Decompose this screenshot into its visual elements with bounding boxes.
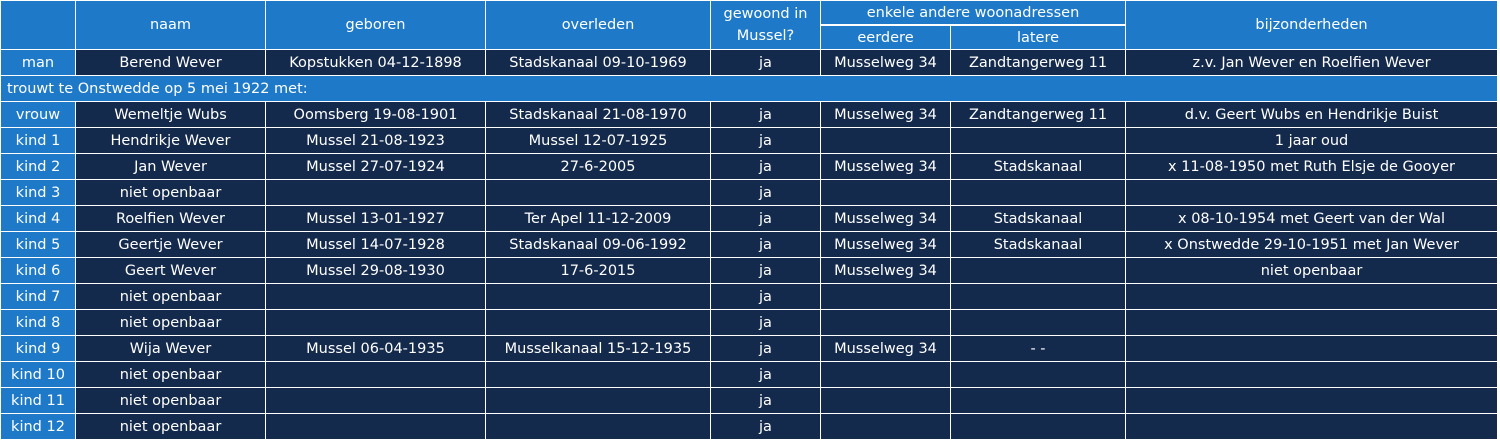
cell-bijzonderheden: d.v. Geert Wubs en Hendrikje Buist (1126, 102, 1498, 128)
cell-eerdere: Musselweg 34 (821, 232, 951, 258)
cell-geboren (266, 310, 486, 336)
cell-naam: niet openbaar (76, 414, 266, 440)
cell-latere (951, 258, 1126, 284)
row-label: man (1, 50, 76, 76)
cell-bijzonderheden (1126, 336, 1498, 362)
table-row (1, 206, 1498, 232)
cell-eerdere (821, 284, 951, 310)
cell-gewoond: ja (711, 206, 821, 232)
header-gewoond-line2: Mussel? (736, 28, 795, 44)
cell-geboren: Mussel 06-04-1935 (266, 336, 486, 362)
header-row (1, 1, 1498, 26)
row-label: kind 1 (1, 128, 76, 154)
cell-overleden (486, 284, 711, 310)
cell-gewoond: ja (711, 362, 821, 388)
cell-gewoond: ja (711, 284, 821, 310)
row-label: kind 9 (1, 336, 76, 362)
cell-gewoond: ja (711, 102, 821, 128)
row-label: kind 7 (1, 284, 76, 310)
cell-naam: Wija Wever (76, 336, 266, 362)
cell-naam: Berend Wever (76, 50, 266, 76)
header-latere: latere (951, 25, 1126, 50)
cell-latere: Zandtangerweg 11 (951, 102, 1126, 128)
cell-eerdere: Musselweg 34 (821, 336, 951, 362)
cell-geboren: Mussel 14-07-1928 (266, 232, 486, 258)
cell-geboren (266, 414, 486, 440)
cell-geboren: Mussel 27-07-1924 (266, 154, 486, 180)
header-gewoond (711, 1, 821, 50)
cell-overleden (486, 310, 711, 336)
cell-gewoond: ja (711, 154, 821, 180)
cell-latere: Stadskanaal (951, 154, 1126, 180)
cell-naam: Roelfien Wever (76, 206, 266, 232)
cell-geboren: Mussel 21-08-1923 (266, 128, 486, 154)
cell-overleden: Musselkanaal 15-12-1935 (486, 336, 711, 362)
cell-bijzonderheden: 1 jaar oud (1126, 128, 1498, 154)
cell-naam: niet openbaar (76, 180, 266, 206)
cell-eerdere (821, 180, 951, 206)
cell-geboren: Mussel 29-08-1930 (266, 258, 486, 284)
table-row (1, 258, 1498, 284)
cell-eerdere: Musselweg 34 (821, 50, 951, 76)
table-row-man (1, 50, 1498, 76)
cell-naam: niet openbaar (76, 388, 266, 414)
cell-eerdere (821, 388, 951, 414)
cell-geboren (266, 362, 486, 388)
cell-naam: Wemeltje Wubs (76, 102, 266, 128)
row-label: kind 10 (1, 362, 76, 388)
cell-bijzonderheden (1126, 414, 1498, 440)
cell-eerdere: Musselweg 34 (821, 206, 951, 232)
cell-overleden (486, 180, 711, 206)
cell-bijzonderheden: x Onstwedde 29-10-1951 met Jan Wever (1126, 232, 1498, 258)
table-row (1, 336, 1498, 362)
row-label: kind 5 (1, 232, 76, 258)
row-label: kind 6 (1, 258, 76, 284)
cell-bijzonderheden (1126, 284, 1498, 310)
row-label: kind 12 (1, 414, 76, 440)
cell-overleden: Ter Apel 11-12-2009 (486, 206, 711, 232)
cell-overleden (486, 362, 711, 388)
header-eerdere: eerdere (821, 25, 951, 50)
table-row (1, 128, 1498, 154)
table-row (1, 154, 1498, 180)
table-row (1, 102, 1498, 128)
cell-geboren (266, 388, 486, 414)
table-row (1, 388, 1498, 414)
corner-cell (1, 1, 76, 50)
cell-bijzonderheden (1126, 362, 1498, 388)
row-label: kind 8 (1, 310, 76, 336)
cell-gewoond: ja (711, 388, 821, 414)
cell-gewoond: ja (711, 232, 821, 258)
header-woonadressen: enkele andere woonadressen (821, 1, 1126, 26)
cell-latere: Stadskanaal (951, 206, 1126, 232)
cell-naam: niet openbaar (76, 362, 266, 388)
cell-bijzonderheden (1126, 180, 1498, 206)
cell-overleden: Stadskanaal 09-10-1969 (486, 50, 711, 76)
cell-latere (951, 310, 1126, 336)
cell-overleden (486, 388, 711, 414)
cell-naam: niet openbaar (76, 284, 266, 310)
table-row (1, 414, 1498, 440)
cell-gewoond: ja (711, 336, 821, 362)
cell-latere (951, 180, 1126, 206)
cell-overleden: Stadskanaal 21-08-1970 (486, 102, 711, 128)
cell-overleden: 27-6-2005 (486, 154, 711, 180)
cell-latere (951, 362, 1126, 388)
header-naam: naam (76, 1, 266, 50)
cell-geboren: Mussel 13-01-1927 (266, 206, 486, 232)
table-row (1, 362, 1498, 388)
row-label: kind 3 (1, 180, 76, 206)
table-row (1, 180, 1498, 206)
cell-geboren: Kopstukken 04-12-1898 (266, 50, 486, 76)
marriage-row (1, 76, 1498, 102)
row-label: vrouw (1, 102, 76, 128)
cell-naam: Hendrikje Wever (76, 128, 266, 154)
cell-bijzonderheden: z.v. Jan Wever en Roelfien Wever (1126, 50, 1498, 76)
cell-eerdere (821, 362, 951, 388)
cell-eerdere (821, 414, 951, 440)
cell-gewoond: ja (711, 50, 821, 76)
cell-eerdere: Musselweg 34 (821, 154, 951, 180)
cell-gewoond: ja (711, 180, 821, 206)
cell-latere (951, 128, 1126, 154)
row-label: kind 11 (1, 388, 76, 414)
cell-gewoond: ja (711, 128, 821, 154)
header-bijzonderheden: bijzonderheden (1126, 1, 1498, 50)
cell-geboren: Oomsberg 19-08-1901 (266, 102, 486, 128)
table-row (1, 310, 1498, 336)
cell-naam: Geert Wever (76, 258, 266, 284)
table-row (1, 232, 1498, 258)
cell-latere: Zandtangerweg 11 (951, 50, 1126, 76)
cell-gewoond: ja (711, 310, 821, 336)
cell-latere (951, 414, 1126, 440)
cell-geboren (266, 284, 486, 310)
cell-overleden: 17-6-2015 (486, 258, 711, 284)
cell-overleden: Stadskanaal 09-06-1992 (486, 232, 711, 258)
cell-naam: niet openbaar (76, 310, 266, 336)
row-label: kind 2 (1, 154, 76, 180)
cell-eerdere: Musselweg 34 (821, 102, 951, 128)
cell-bijzonderheden (1126, 388, 1498, 414)
cell-naam: Geertje Wever (76, 232, 266, 258)
header-gewoond-line1: gewoond in (723, 6, 808, 22)
table-row (1, 284, 1498, 310)
cell-latere: Stadskanaal (951, 232, 1126, 258)
cell-latere: - - (951, 336, 1126, 362)
cell-naam: Jan Wever (76, 154, 266, 180)
cell-bijzonderheden (1126, 310, 1498, 336)
cell-gewoond: ja (711, 414, 821, 440)
cell-latere (951, 388, 1126, 414)
cell-eerdere (821, 128, 951, 154)
cell-eerdere: Musselweg 34 (821, 258, 951, 284)
marriage-text: trouwt te Onstwedde op 5 mei 1922 met: (1, 76, 1498, 102)
cell-bijzonderheden: x 08-10-1954 met Geert van der Wal (1126, 206, 1498, 232)
cell-bijzonderheden: x 11-08-1950 met Ruth Elsje de Gooyer (1126, 154, 1498, 180)
cell-bijzonderheden: niet openbaar (1126, 258, 1498, 284)
cell-gewoond: ja (711, 258, 821, 284)
cell-overleden: Mussel 12-07-1925 (486, 128, 711, 154)
header-overleden: overleden (486, 1, 711, 50)
row-label: kind 4 (1, 206, 76, 232)
cell-eerdere (821, 310, 951, 336)
header-geboren: geboren (266, 1, 486, 50)
cell-latere (951, 284, 1126, 310)
cell-geboren (266, 180, 486, 206)
cell-overleden (486, 414, 711, 440)
